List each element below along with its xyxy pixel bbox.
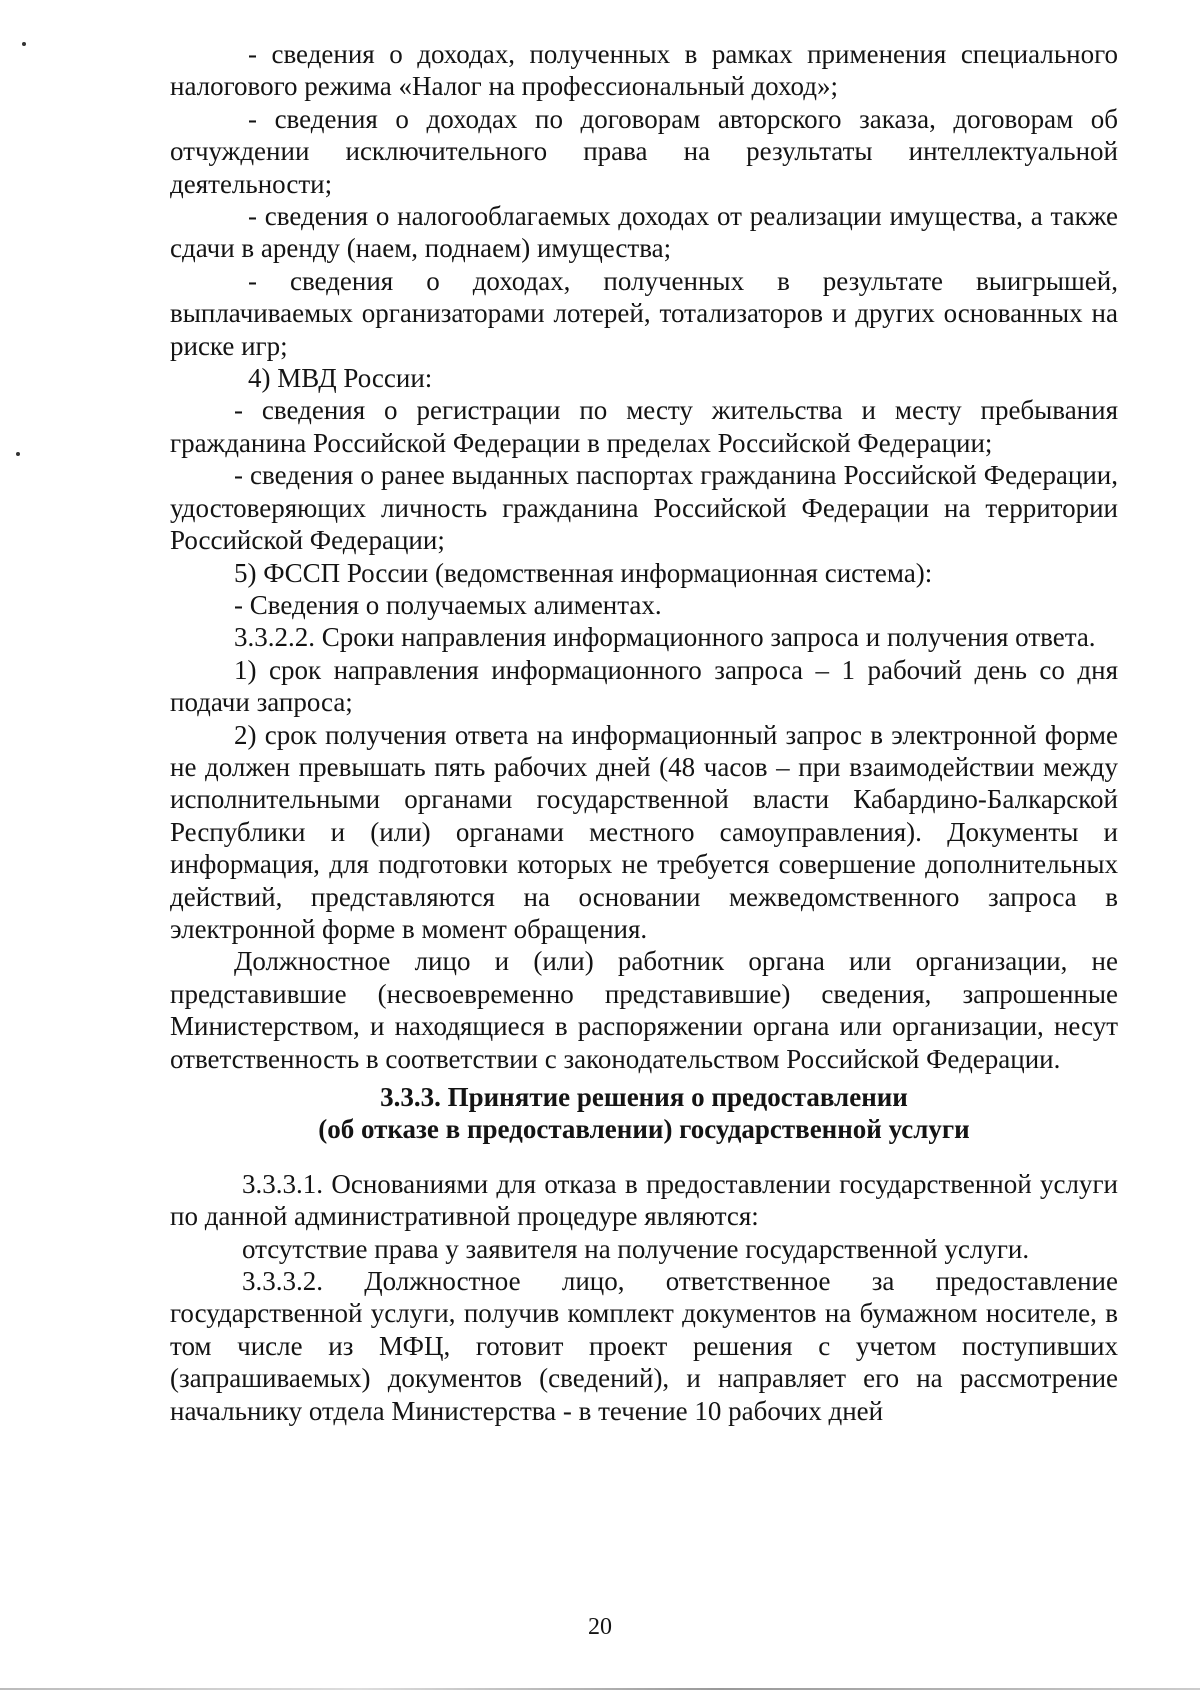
paragraph: отсутствие права у заявителя на получение государственной услуги. [242,1233,1030,1264]
paragraph: - сведения о доходах, полученных в рамках применения специального налогового режима «Налог на профессиональный доход»; [170,39,1118,102]
paragraph: - сведения о налогооблагаемых доходах от реализации имущества, а также сдачи в аренду (наем, поднаем) имущества; [170,201,1118,264]
paragraph: - сведения о ранее выданных паспортах гражданина Российской Федерации, удостоверяющих личность гражданина Российской Федерации на территории Российской Федерации; [170,460,1118,556]
list-heading: 4) МВД России: [248,363,433,394]
page-number: 20 [588,1614,612,1640]
list-heading: 5) ФССП России (ведомственная информационная система): [234,557,933,588]
paragraph: - сведения о регистрации по месту жительства и месту пребывания гражданина Российской Федерации в пределах Российской Федерации; [170,395,1118,458]
paragraph: - сведения о доходах по договорам авторского заказа, договорам об отчуждении исключительного права на результаты интеллектуальной деятельности; [170,103,1118,199]
paragraph: - сведения о доходах, полученных в результате выигрышей, выплачиваемых организаторами лотерей, тотализаторов и других основанных на риске игр; [170,265,1118,361]
section-heading-line-2: (об отказе в предоставлении) государственной услуги [318,1114,970,1145]
scan-artifact-dot [16,452,20,456]
section-paragraph: 3.3.2.2. Сроки направления информационного запроса и получения ответа. [234,622,1096,653]
scan-bottom-edge [0,1688,1200,1690]
spacer [170,1146,1118,1168]
section-paragraph: 3.3.3.1. Основаниями для отказа в предоставлении государственной услуги по данной административной процедуре являются: [170,1168,1118,1232]
paragraph: 2) срок получения ответа на информационный запрос в электронной форме не должен превышать пять рабочих дней (48 часов – при взаимодействии между исполнительными органами государственной власти Кабардино-Балкарской Республики и (или) органами местного самоуправления). Документы и информация, для подготовки которых не требуется совершение дополнительных действий, представляются на основании межведомственного запроса в электронной форме в момент обращения. [170,719,1118,944]
section-paragraph: 3.3.3.2. Должностное лицо, ответственное за предоставление государственной услуги, получив комплект документов на бумажном носителе, в том числе из МФЦ, готовит проект решения с учетом поступивших (запрашиваемых) документов (сведений), и направляет его на рассмотрение начальнику отдела Министерства - в течение 10 рабочих дней [170,1266,1118,1426]
scan-artifact-dot [22,42,26,46]
paragraph: 1) срок направления информационного запроса – 1 рабочий день со дня подачи запроса; [170,654,1118,718]
paragraph: - Сведения о получаемых алиментах. [234,589,662,620]
paragraph: Должностное лицо и (или) работник органа или организации, не представившие (несвоевременно представившие) сведения, запрошенные Министерством, и находящиеся в распоряжении органа или организации, несут ответственность в соответствии с законодательством Российской Федерации. [170,946,1118,1074]
section-heading-line-1: 3.3.3. Принятие решения о предоставлении [380,1082,908,1112]
document-body [170,38,1118,1427]
